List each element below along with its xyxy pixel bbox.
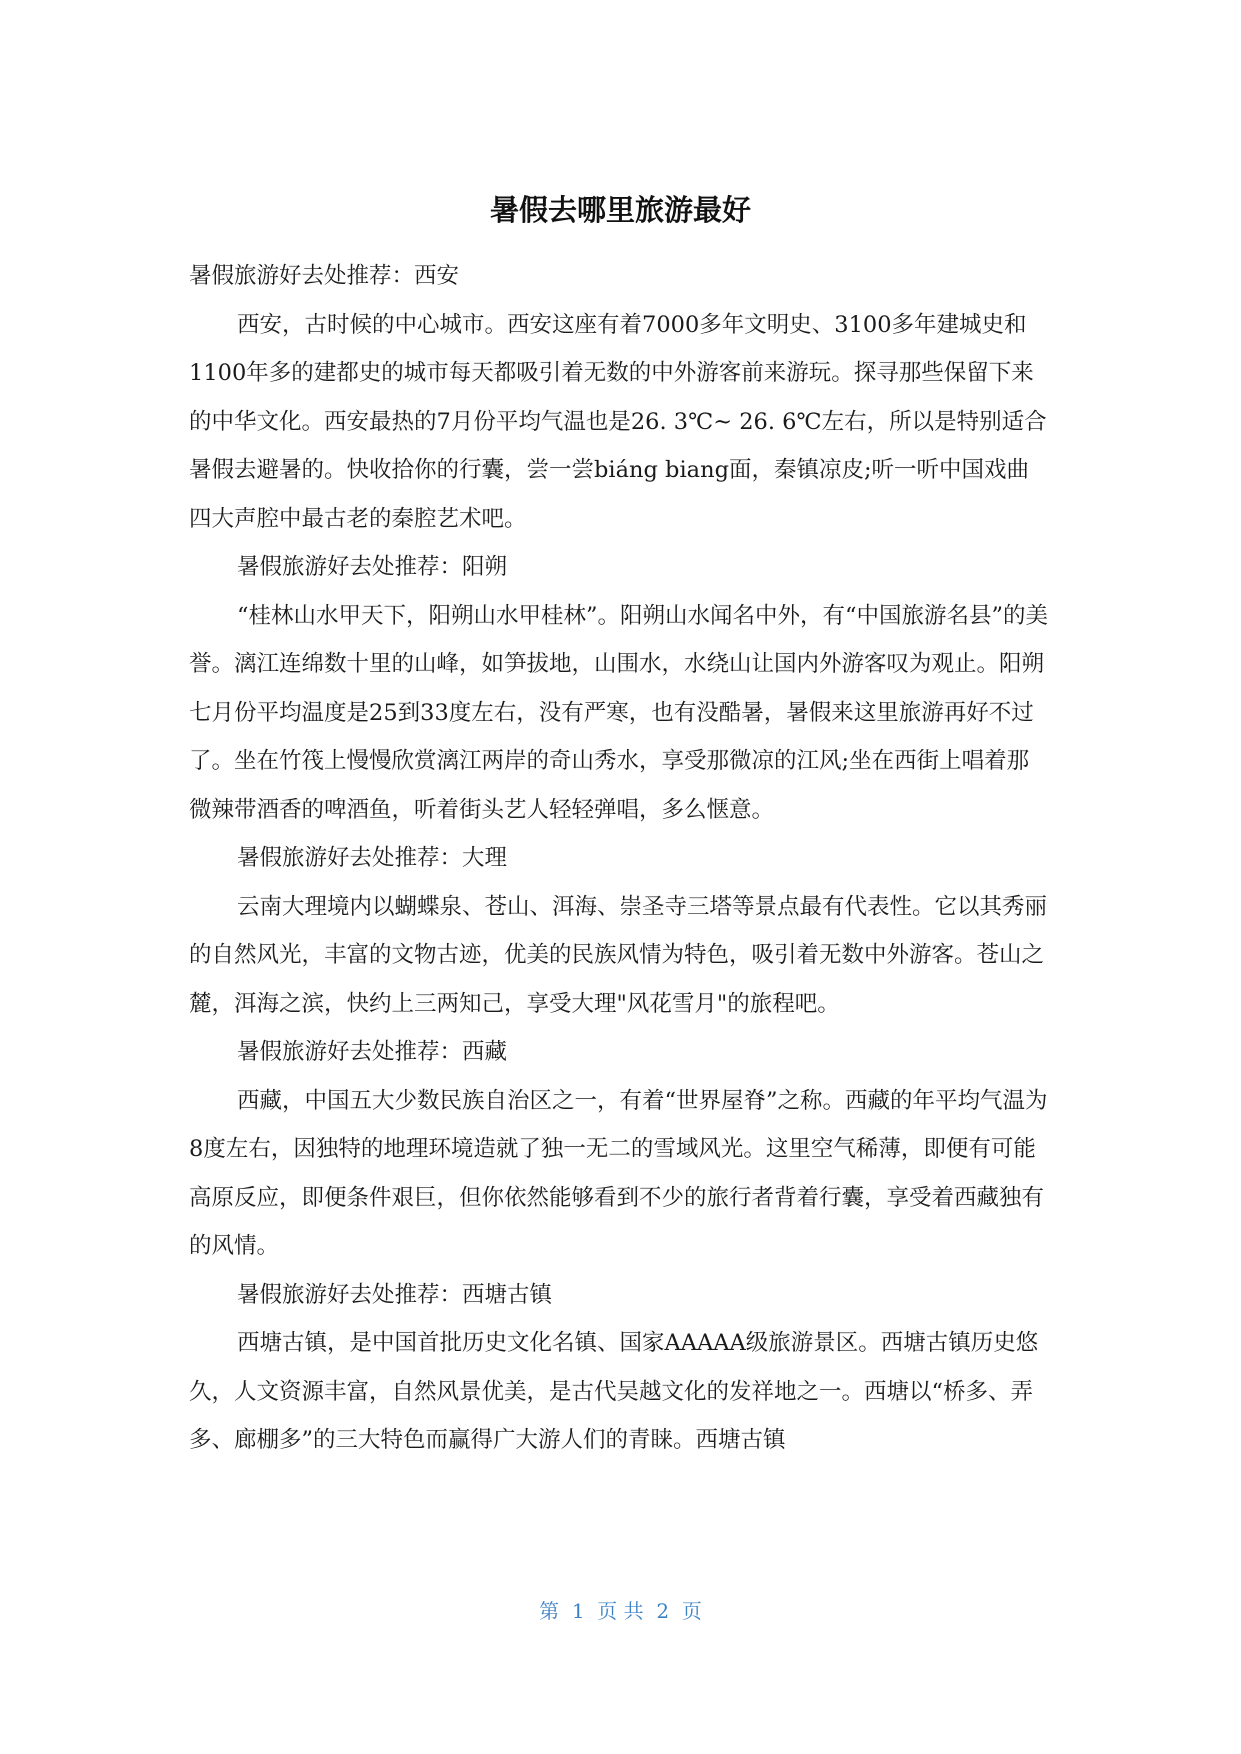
page-number: 第 1 页 共 2 页 [539,1599,702,1623]
paragraph-xian: 西安，古时候的中心城市。西安这座有着7000多年文明史、3100多年建城史和1100年多的建都史的城市每天都吸引着无数的中外游客前来游玩。探寻那些保留下来的中华文化。西安最热的7月份平均气温也是26. 3℃~ 26. 6℃左右，所以是特别适合暑假去避暑的。快收拾你的行囊，尝一尝biáng biang面，秦镇凉皮;听一听中国戏曲四大声腔中最古老的秦腔艺术吧。 [189,311,1047,532]
section-heading-yangshuo: 暑假旅游好去处推荐：阳朔 [237,554,508,580]
document-body [189,252,1051,1465]
section-heading-xizang: 暑假旅游好去处推荐：西藏 [237,1039,508,1065]
section-heading-xitang: 暑假旅游好去处推荐：西塘古镇 [237,1281,553,1308]
paragraph-xizang: 西藏，中国五大少数民族自治区之一，有着“世界屋脊”之称。西藏的年平均气温为8度左右，因独特的地理环境造就了独一无二的雪域风光。这里空气稀薄，即便有可能高原反应，即便条件艰巨，但你依然能够看到不少的旅行者背着行囊，享受着西藏独有的风情。 [189,1087,1048,1259]
section-heading-dali: 暑假旅游好去处推荐：大理 [237,845,508,871]
section-heading-xian: 暑假旅游好去处推荐：西安 [189,263,460,289]
document-title: 暑假去哪里旅游最好 [489,193,751,227]
paragraph-xitang: 西塘古镇，是中国首批历史文化名镇、国家AAAAA级旅游景区。西塘古镇历史悠久，人文资源丰富，自然风景优美，是古代吴越文化的发祥地之一。西塘以“桥多、弄多、廊棚多”的三大特色而赢得广大游人们的青睐。西塘古镇 [189,1330,1039,1453]
paragraph-dali: 云南大理境内以蝴蝶泉、苍山、洱海、崇圣寺三塔等景点最有代表性。它以其秀丽的自然风光，丰富的文物古迹，优美的民族风情为特色，吸引着无数中外游客。苍山之麓，洱海之滨，快约上三两知己，享受大理"风花雪月"的旅程吧。 [189,893,1048,1017]
paragraph-yangshuo: “桂林山水甲天下，阳朔山水甲桂林”。阳朔山水闻名中外，有“中国旅游名县”的美誉。漓江连绵数十里的山峰，如笋拔地，山围水，水绕山让国内外游客叹为观止。阳朔七月份平均温度是25到33度左右，没有严寒，也有没酷暑，暑假来这里旅游再好不过了。坐在竹筏上慢慢欣赏漓江两岸的奇山秀水，享受那微凉的江风;坐在西街上唱着那微辣带酒香的啤酒鱼，听着街头艺人轻轻弹唱，多么惬意。 [189,602,1049,823]
